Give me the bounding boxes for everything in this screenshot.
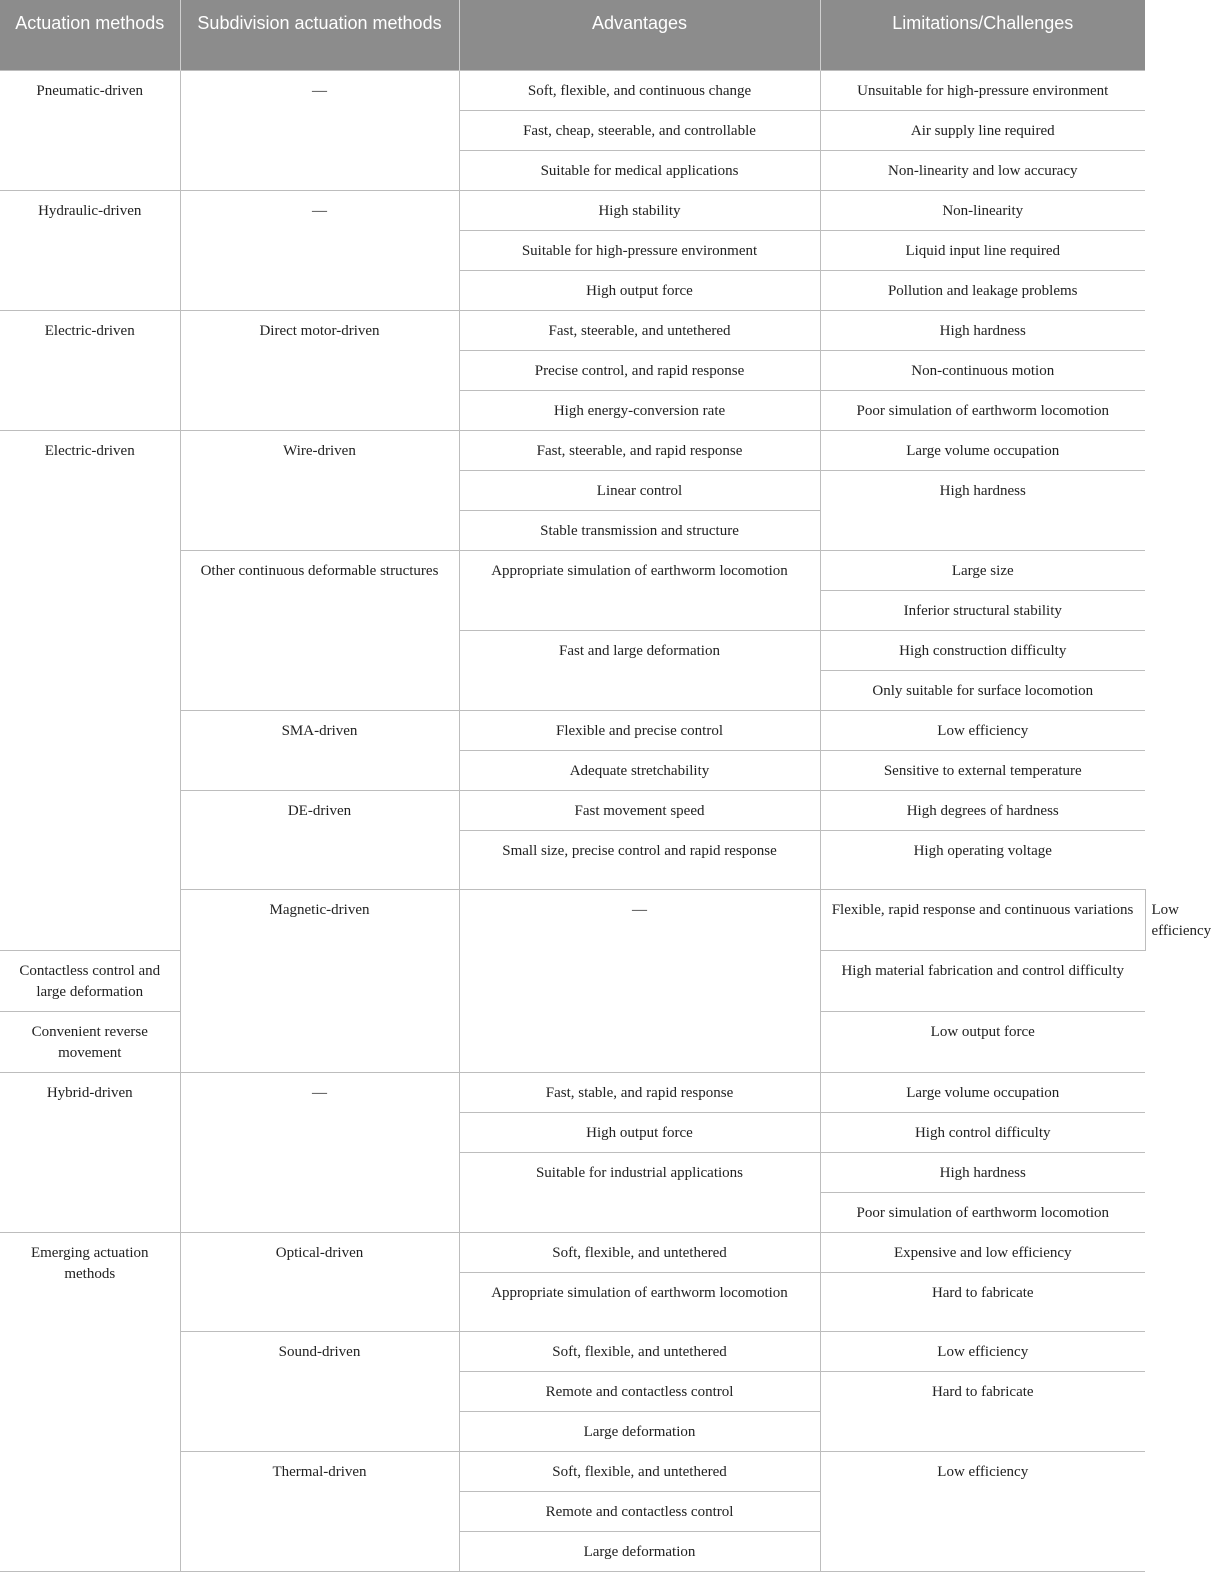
advantage-cell: High stability [459, 190, 820, 230]
subdivision-cell: Sound-driven [180, 1331, 459, 1451]
limitation-cell: Hard to fabricate [820, 1371, 1145, 1451]
method-cell: Hybrid-driven [0, 1072, 180, 1232]
advantage-cell: Large deformation [459, 1411, 820, 1451]
subdivision-cell: Other continuous deformable structures [180, 550, 459, 710]
subdivision-cell: SMA-driven [180, 710, 459, 790]
table-row [0, 430, 1145, 470]
limitation-cell: High degrees of hardness [820, 790, 1145, 830]
limitation-cell: Poor simulation of earthworm locomotion [820, 1192, 1145, 1232]
limitation-cell: Liquid input line required [820, 230, 1145, 270]
advantage-cell: Soft, flexible, and untethered [459, 1232, 820, 1272]
header-subdivision-methods: Subdivision actuation methods [180, 0, 459, 70]
limitation-cell: Non-continuous motion [820, 350, 1145, 390]
limitation-cell: Low efficiency [820, 1451, 1145, 1571]
table-row: Magnetic-driven — Flexible, rapid response and continuous variations Low efficiency [0, 889, 1145, 950]
advantage-cell: Fast and large deformation [459, 630, 820, 710]
advantage-cell: Suitable for industrial applications [459, 1152, 820, 1232]
table-row [0, 310, 1145, 350]
limitation-cell: High hardness [820, 310, 1145, 350]
subdivision-cell: Direct motor-driven [180, 310, 459, 430]
method-cell: Magnetic-driven [180, 889, 459, 1072]
table-row [0, 70, 1145, 110]
table-row [0, 190, 1145, 230]
advantage-cell: High output force [459, 270, 820, 310]
limitation-cell: Large volume occupation [820, 430, 1145, 470]
subdivision-cell: — [180, 190, 459, 310]
advantage-cell: High energy-conversion rate [459, 390, 820, 430]
advantage-cell: Remote and contactless control [459, 1491, 820, 1531]
limitation-cell: Large size [820, 550, 1145, 590]
limitation-cell: High material fabrication and control difficulty [820, 950, 1145, 1011]
advantage-cell: Appropriate simulation of earthworm locomotion [459, 550, 820, 630]
limitation-cell: High operating voltage [820, 830, 1145, 889]
limitation-cell: Expensive and low efficiency [820, 1232, 1145, 1272]
limitation-cell: High hardness [820, 1152, 1145, 1192]
subdivision-cell: — [180, 1072, 459, 1232]
limitation-cell: Non-linearity [820, 190, 1145, 230]
advantage-cell: Large deformation [459, 1531, 820, 1571]
limitation-cell: High construction difficulty [820, 630, 1145, 670]
advantage-cell: Flexible and precise control [459, 710, 820, 750]
limitation-cell: Low output force [820, 1011, 1145, 1072]
table-row [0, 1072, 1145, 1112]
subdivision-cell: — [459, 889, 820, 1072]
subdivision-cell: — [180, 70, 459, 190]
advantage-cell: Fast, stable, and rapid response [459, 1072, 820, 1112]
advantage-cell: Soft, flexible, and untethered [459, 1451, 820, 1491]
advantage-cell: Contactless control and large deformation [0, 950, 180, 1011]
header-actuation-methods: Actuation methods [0, 0, 180, 70]
advantage-cell: Small size, precise control and rapid response [459, 830, 820, 889]
method-cell: Electric-driven [0, 430, 180, 950]
advantage-cell: Fast, steerable, and rapid response [459, 430, 820, 470]
method-cell: Emerging actuation methods [0, 1232, 180, 1571]
advantage-cell: Soft, flexible, and untethered [459, 1331, 820, 1371]
advantage-cell: Remote and contactless control [459, 1371, 820, 1411]
advantage-cell: Soft, flexible, and continuous change [459, 70, 820, 110]
advantage-cell: Flexible, rapid response and continuous variations [820, 889, 1145, 950]
advantage-cell: Convenient reverse movement [0, 1011, 180, 1072]
advantage-cell: Precise control, and rapid response [459, 350, 820, 390]
limitation-cell: Low efficiency [820, 1331, 1145, 1371]
limitation-cell: Inferior structural stability [820, 590, 1145, 630]
limitation-cell: Poor simulation of earthworm locomotion [820, 390, 1145, 430]
table-row [0, 1232, 1145, 1272]
limitation-cell: Low efficiency [820, 710, 1145, 750]
limitation-cell: High control difficulty [820, 1112, 1145, 1152]
advantage-cell: Adequate stretchability [459, 750, 820, 790]
limitation-cell: Pollution and leakage problems [820, 270, 1145, 310]
advantage-cell: Fast, cheap, steerable, and controllable [459, 110, 820, 150]
subdivision-cell: Optical-driven [180, 1232, 459, 1331]
limitation-cell: Large volume occupation [820, 1072, 1145, 1112]
limitation-cell: Only suitable for surface locomotion [820, 670, 1145, 710]
advantage-cell: Fast, steerable, and untethered [459, 310, 820, 350]
limitation-cell: High hardness [820, 470, 1145, 550]
limitation-cell: Non-linearity and low accuracy [820, 150, 1145, 190]
table-header [0, 0, 1145, 70]
limitation-cell: Air supply line required [820, 110, 1145, 150]
table-body [0, 70, 1211, 1571]
subdivision-cell: Thermal-driven [180, 1451, 459, 1571]
advantage-cell: Appropriate simulation of earthworm locomotion [459, 1272, 820, 1331]
subdivision-cell: DE-driven [180, 790, 459, 889]
advantage-cell: Linear control [459, 470, 820, 510]
advantage-cell: High output force [459, 1112, 820, 1152]
limitation-cell: Unsuitable for high-pressure environment [820, 70, 1145, 110]
limitation-cell: Sensitive to external temperature [820, 750, 1145, 790]
advantage-cell: Stable transmission and structure [459, 510, 820, 550]
method-cell: Hydraulic-driven [0, 190, 180, 310]
advantage-cell: Suitable for high-pressure environment [459, 230, 820, 270]
advantage-cell: Suitable for medical applications [459, 150, 820, 190]
subdivision-cell: Wire-driven [180, 430, 459, 550]
limitation-cell: Hard to fabricate [820, 1272, 1145, 1331]
header-advantages: Advantages [459, 0, 820, 70]
method-cell: Electric-driven [0, 310, 180, 430]
header-limitations: Limitations/Challenges [820, 0, 1145, 70]
method-cell: Pneumatic-driven [0, 70, 180, 190]
advantage-cell: Fast movement speed [459, 790, 820, 830]
